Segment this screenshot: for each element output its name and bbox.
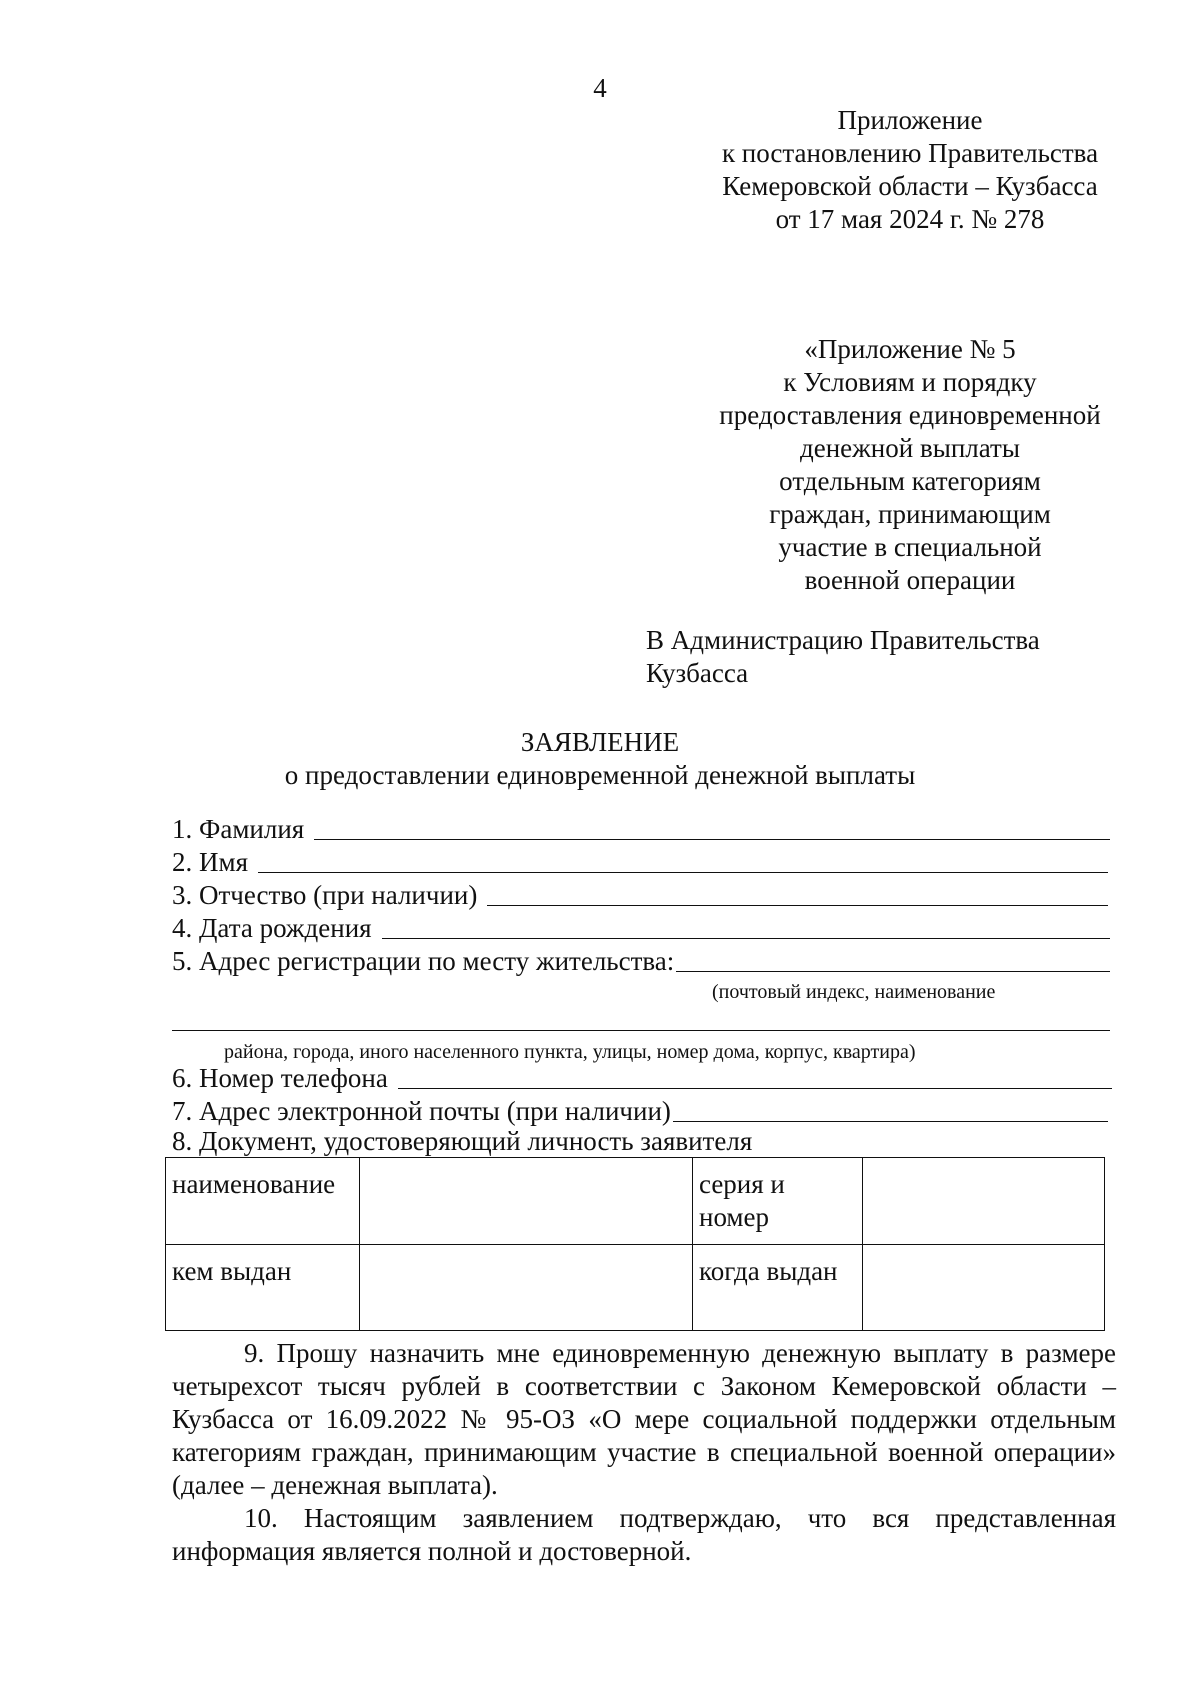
birth-date-label: 4. Дата рождения [172, 913, 372, 943]
email-blank-line[interactable] [673, 1121, 1108, 1122]
nested-appendix-line: предоставления единовременной [719, 400, 1101, 430]
nested-appendix-line: граждан, принимающим [769, 499, 1051, 529]
surname-blank-line[interactable] [314, 839, 1110, 840]
address-hint-bottom: района, города, иного населенного пункта, улицы, номер дома, корпус, квартира) [224, 1041, 916, 1063]
surname-label: 1. Фамилия [172, 814, 305, 844]
phone-field [172, 1062, 1112, 1095]
doc-series-value-cell[interactable] [863, 1158, 1105, 1245]
address-hint-top: (почтовый индекс, наименование [712, 981, 996, 1003]
doc-issued-date-label-cell: когда выдан [693, 1244, 863, 1331]
nested-appendix-line: к Условиям и порядку [783, 367, 1037, 397]
table-row [166, 1158, 1105, 1245]
document-title: ЗАЯВЛЕНИЕ [520, 727, 680, 757]
address-continuation-line[interactable] [172, 1030, 1110, 1031]
email-field [172, 1095, 1108, 1128]
document-subtitle: о предоставлении единовременной денежной выплаты [284, 760, 916, 790]
address-label: 5. Адрес регистрации по месту жительства: [172, 946, 675, 976]
address-blank-line[interactable] [676, 971, 1110, 972]
page-number: 4 [593, 73, 607, 103]
patronymic-label: 3. Отчество (при наличии) [172, 880, 478, 910]
nested-appendix-line: военной операции [804, 565, 1016, 595]
table-row [166, 1244, 1105, 1331]
patronymic-blank-line[interactable] [487, 905, 1108, 906]
doc-name-value-cell[interactable] [360, 1158, 693, 1245]
id-document-table [165, 1157, 1105, 1331]
name-field [172, 846, 1108, 879]
appendix-header-line: от 17 мая 2024 г. № 278 [775, 204, 1045, 234]
phone-blank-line[interactable] [398, 1088, 1112, 1089]
appendix-header-line: Кемеровской области – Кузбасса [722, 171, 1098, 201]
addressee [646, 624, 1040, 690]
appendix-header-line: Приложение [837, 105, 983, 135]
appendix-header [700, 104, 1120, 236]
nested-appendix-line: денежной выплаты [800, 433, 1020, 463]
appendix-header-line: к постановлению Правительства [721, 138, 1099, 168]
email-label: 7. Адрес электронной почты (при наличии) [172, 1096, 671, 1126]
doc-issued-by-value-cell[interactable] [360, 1244, 693, 1331]
name-blank-line[interactable] [258, 872, 1108, 873]
id-document-heading [172, 1125, 1110, 1158]
surname-field [172, 813, 1110, 846]
nested-appendix-line: участие в специальной [778, 532, 1042, 562]
doc-series-label-cell: серия и номер [693, 1158, 863, 1245]
name-label: 2. Имя [172, 847, 249, 877]
address-field [172, 945, 1110, 978]
nested-appendix-header [700, 333, 1120, 597]
paragraph-10-text: 10. Настоящим заявлением подтверждаю, что вся представленная информация является полной и достоверной. [172, 1503, 1116, 1566]
paragraph-10 [172, 1502, 1116, 1568]
addressee-line: Кузбасса [646, 658, 749, 688]
addressee-line: В Администрацию Правительства [646, 625, 1040, 655]
birth-date-blank-line[interactable] [382, 938, 1110, 939]
birth-date-field [172, 912, 1110, 945]
paragraph-9 [172, 1337, 1116, 1502]
doc-issued-date-value-cell[interactable] [863, 1244, 1105, 1331]
patronymic-field [172, 879, 1108, 912]
nested-appendix-line: «Приложение № 5 [804, 334, 1016, 364]
phone-label: 6. Номер телефона [172, 1063, 388, 1093]
id-document-label: 8. Документ, удостоверяющий личность заявителя [172, 1126, 753, 1156]
doc-name-label-cell: наименование [166, 1158, 360, 1245]
paragraph-9-text: 9. Прошу назначить мне единовременную денежную выплату в размере четырехсот тысяч рублей в соответствии с Законом Кемеровской области – Кузбасса от 16.09.2022 № 95-ОЗ «О мере социальной поддержки отдельным категориям граждан, принимающим участие в специальной военной операции» (далее – денежная выплата). [172, 1338, 1116, 1500]
nested-appendix-line: отдельным категориям [779, 466, 1041, 496]
doc-issued-by-label-cell: кем выдан [166, 1244, 360, 1331]
